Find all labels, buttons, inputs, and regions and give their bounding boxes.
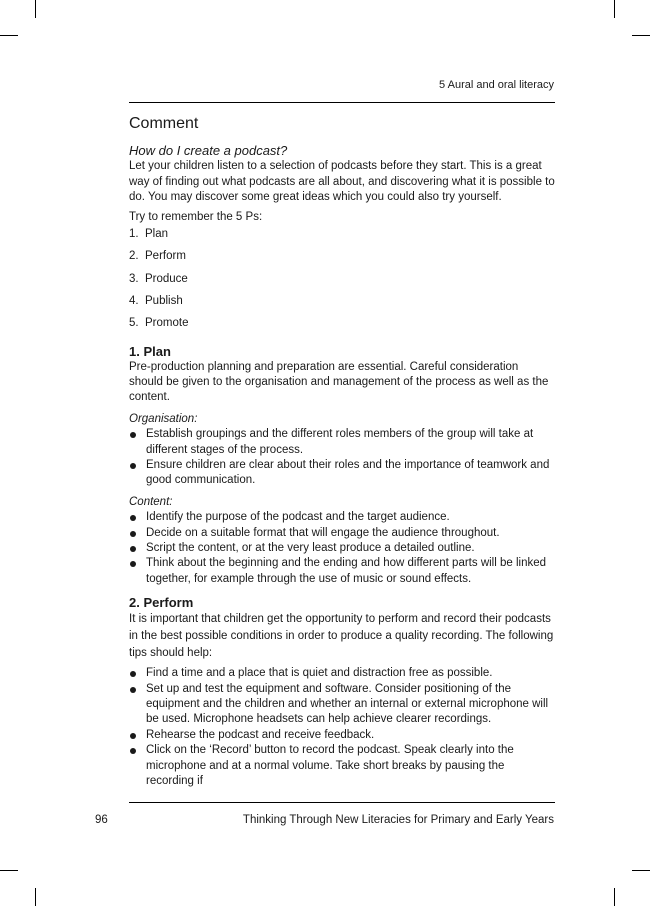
perform-list (129, 666, 555, 789)
list-text: Produce (145, 272, 188, 285)
crop-mark (632, 870, 650, 871)
list-number: 2. (129, 250, 139, 263)
footer-rule (129, 802, 555, 803)
crop-mark (35, 888, 36, 906)
list-item: Rehearse the podcast and receive feedback. (129, 728, 555, 743)
list-item (129, 272, 555, 294)
plan-heading: 1. Plan (129, 343, 171, 359)
list-item (129, 294, 555, 316)
crop-mark (614, 888, 615, 906)
crop-mark (35, 0, 36, 18)
list-item: Think about the beginning and the ending and how different parts will be linked together, for example through the use of music or sound effects. (129, 556, 555, 587)
list-number: 4. (129, 294, 139, 307)
list-item: Decide on a suitable format that will engage the audience throughout. (129, 526, 555, 541)
page-number: 96 (95, 814, 108, 826)
intro-paragraph: Let your children listen to a selection of podcasts before they start. This is a great way of finding out what podcasts are all about, and discovering what it is possible to do. You may discover some great ideas which you could also try yourself. (129, 160, 555, 204)
plan-intro: Pre-production planning and preparation are essential. Careful consideration should be given to the organisation and management of the process as well as the content. (129, 360, 549, 404)
crop-mark (0, 870, 18, 871)
five-ps-list (129, 227, 555, 338)
crop-mark (632, 35, 650, 36)
list-item (129, 316, 555, 338)
list-number: 1. (129, 228, 139, 241)
organisation-label: Organisation: (129, 412, 198, 425)
list-item: Identify the purpose of the podcast and the target audience. (129, 510, 555, 525)
book-title: Thinking Through New Literacies for Primary and Early Years (242, 814, 554, 826)
subheading: How do I create a podcast? (129, 143, 288, 159)
list-item: Set up and test the equipment and software. Consider positioning of the equipment and the children and whether an internal or external microphone will be used. Microphone headsets can help achieve clearer recordings. (129, 682, 555, 728)
page-content (129, 116, 555, 789)
content-label: Content: (129, 495, 173, 508)
list-item: Establish groupings and the different roles members of the group will take at different stages of the process. (129, 427, 555, 458)
list-item (129, 227, 555, 249)
crop-mark (0, 35, 18, 36)
list-number: 5. (129, 317, 139, 330)
header-rule (129, 102, 555, 103)
list-item: Find a time and a place that is quiet and distraction free as possible. (129, 666, 555, 681)
list-item: Script the content, or at the very least produce a detailed outline. (129, 541, 555, 556)
list-item: Ensure children are clear about their roles and the importance of teamwork and good communication. (129, 458, 555, 489)
list-item: Click on the ‘Record’ button to record the podcast. Speak clearly into the microphone and at a normal volume. Take short breaks by pausing the recording if (129, 743, 555, 789)
list-text: Publish (145, 294, 183, 307)
five-ps-intro: Try to remember the 5 Ps: (129, 210, 263, 223)
list-text: Plan (145, 228, 169, 241)
organisation-list (129, 427, 555, 489)
perform-intro: It is important that children get the opportunity to perform and record their podcasts in the best possible conditions in order to produce a quality recording. The following tips should help: (129, 613, 554, 660)
section-title: Comment (129, 115, 199, 132)
list-text: Promote (145, 317, 189, 330)
crop-mark (614, 0, 615, 18)
list-item (129, 249, 555, 271)
running-head: 5 Aural and oral literacy (439, 79, 554, 91)
list-text: Perform (145, 250, 186, 263)
list-number: 3. (129, 272, 139, 285)
perform-heading: 2. Perform (129, 595, 194, 611)
content-list (129, 510, 555, 587)
